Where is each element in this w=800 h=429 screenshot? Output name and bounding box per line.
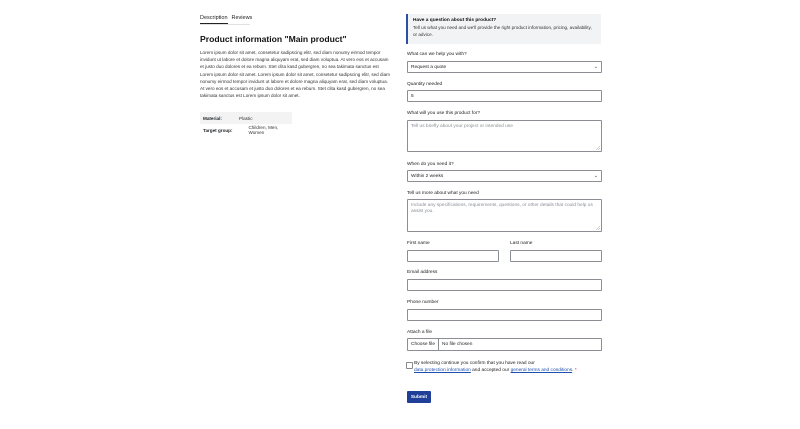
- help-title: Have a question about this product?: [413, 18, 497, 23]
- product-title: Product information "Main product": [200, 34, 347, 44]
- choose-file-button[interactable]: Choose file: [411, 339, 439, 350]
- email-label: Email address: [407, 270, 438, 275]
- terms-link[interactable]: general terms and conditions: [510, 368, 573, 374]
- submit-button[interactable]: Submit: [407, 391, 431, 403]
- required-mark: *: [574, 368, 577, 374]
- use-label: What will you use this product for?: [407, 111, 481, 116]
- more-placeholder: Include any specifications, requirements, questions, or other details that could help us assist you.: [411, 203, 593, 215]
- data-protection-link[interactable]: data protection information: [414, 368, 471, 374]
- email-input[interactable]: [407, 279, 602, 291]
- consent-suffix: .: [572, 368, 574, 374]
- when-label: When do you need it?: [407, 162, 454, 167]
- more-textarea[interactable]: [407, 199, 602, 232]
- consent-checkbox[interactable]: [406, 362, 413, 369]
- consent-middle: and accepted our: [472, 368, 510, 374]
- first-name-input[interactable]: [407, 250, 499, 262]
- file-input[interactable]: [407, 338, 602, 351]
- phone-input[interactable]: [407, 309, 602, 321]
- spec-row-target-group: [200, 124, 292, 136]
- help-with-value: Request a quote: [411, 64, 447, 70]
- consent-prefix: By selecting continue you confirm that you have read our: [414, 361, 535, 366]
- quantity-input[interactable]: [407, 90, 602, 102]
- last-name-label: Last name: [510, 241, 533, 246]
- spec-row-material: [200, 112, 292, 124]
- product-description: Lorem ipsum dolor sit amet, consetetur sadipscing elitr, sed diam nonumy eirmod tempor invidunt ut labore et dolore magna aliquyam erat, sed diam voluptua. At vero eos et accusam et justo duo dolores et ea rebum. Stet clita kasd gubergren, no sea takimata sanctus est Lorem ipsum dolor sit amet. Lorem ipsum dolor sit amet, consetetur sadipscing elitr, sed diam nonumy eirmod tempor invidunt ut labore et dolore magna aliquyam erat, sed diam voluptua. At vero eos et accusam et justo duo dolores et ea rebum. Stet clita kasd gubergren, no sea takimata sanctus est Lorem ipsum dolor sit amet.: [200, 50, 390, 99]
- use-placeholder: Tell us briefly about your project or intended use: [411, 124, 513, 129]
- spec-value: Children, Men, Women: [248, 125, 279, 135]
- tab-reviews[interactable]: Reviews: [231, 15, 253, 21]
- help-with-label: What can we help you with?: [407, 52, 467, 57]
- when-select[interactable]: [407, 170, 602, 182]
- help-box: [406, 14, 601, 44]
- tabs-divider: [200, 24, 250, 25]
- when-value: Within 2 weeks: [411, 173, 444, 179]
- file-label: Attach a file: [407, 330, 433, 335]
- first-name-label: First name: [407, 241, 430, 246]
- chevron-down-icon: ⌄: [593, 64, 598, 70]
- file-status: No file chosen: [442, 342, 473, 347]
- spec-value: Plastic: [239, 115, 253, 121]
- resize-handle-icon[interactable]: [596, 146, 600, 150]
- use-textarea[interactable]: [407, 120, 602, 152]
- quantity-value: 5: [411, 93, 414, 99]
- help-text: Tell us what you need and we'll provide the right product information, pricing, availability, or advice.: [413, 25, 592, 37]
- product-tabs: [200, 15, 252, 24]
- consent-text: [414, 360, 604, 374]
- phone-label: Phone number: [407, 300, 439, 305]
- spec-key: Target group:: [203, 127, 233, 133]
- quantity-label: Quantity needed: [407, 82, 443, 87]
- last-name-input[interactable]: [510, 250, 602, 262]
- tab-description[interactable]: Description: [200, 15, 228, 24]
- spec-key: Material:: [203, 115, 222, 121]
- chevron-down-icon: ⌄: [593, 173, 598, 179]
- resize-handle-icon[interactable]: [596, 226, 600, 230]
- more-label: Tell us more about what you need: [407, 191, 479, 196]
- help-with-select[interactable]: [407, 61, 602, 73]
